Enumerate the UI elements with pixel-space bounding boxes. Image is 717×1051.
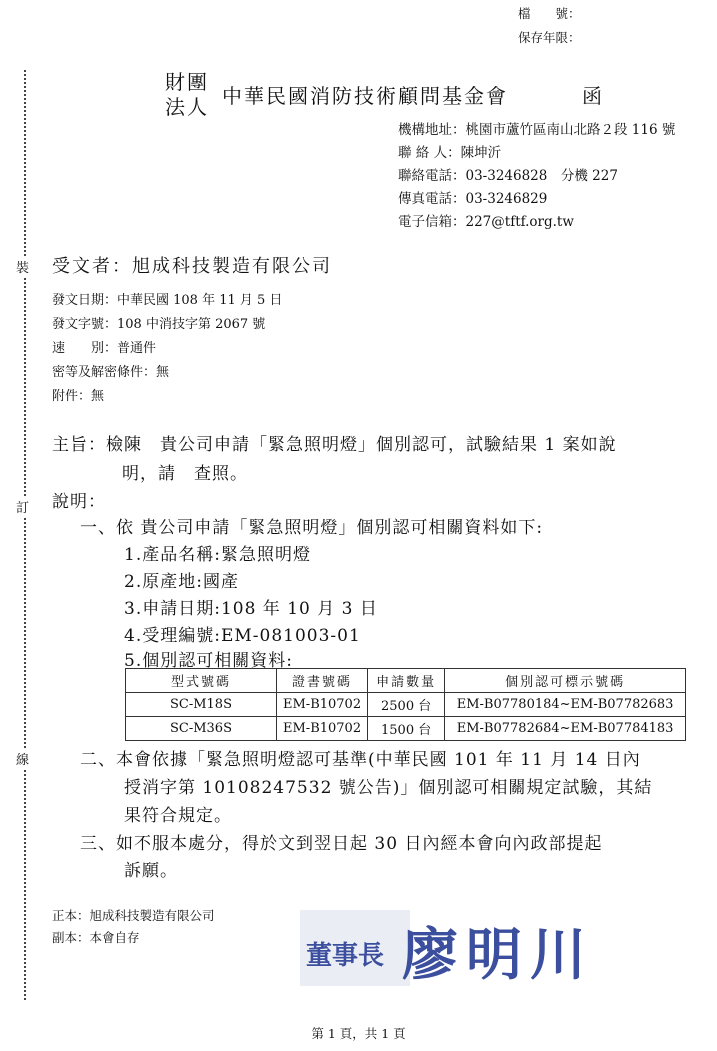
cell-model: SC-M18S	[126, 693, 277, 717]
subject-line-2: 明，請 查照。	[122, 464, 248, 484]
binding-char-ding: 訂	[16, 496, 29, 517]
seal-graphic	[298, 908, 610, 988]
copy-duplicate: 副本：本會自存	[52, 930, 140, 945]
item1-line: 5.個別認可相關資料:	[124, 651, 293, 671]
seal-title: 董事長	[306, 941, 385, 971]
speed-class: 速 別：普通件	[52, 341, 157, 356]
item1-line: 4.受理編號:EM-081003-01	[124, 626, 361, 646]
doc-type: 函	[582, 84, 604, 108]
binding-char-zhuang: 裝	[16, 256, 29, 277]
cell-model: SC-M36S	[126, 717, 277, 741]
col-model: 型式號碼	[126, 669, 277, 693]
certification-table	[125, 668, 686, 741]
cell-cert: EM-B10702	[277, 693, 368, 717]
col-cert: 證書號碼	[277, 669, 368, 693]
seal-name: 廖明川	[402, 922, 594, 988]
item2-line-1: 二、本會依據「緊急照明燈認可基準(中華民國 101 年 11 月 14 日內	[80, 750, 641, 770]
cell-label-no: EM-B07780184~EM-B07782683	[445, 693, 686, 717]
item1-intro: 一、依 貴公司申請「緊急照明燈」個別認可相關資料如下:	[80, 518, 544, 538]
item1-line: 3.申請日期:108 年 10 月 3 日	[124, 599, 378, 619]
col-label-no: 個別認可標示號碼	[445, 669, 686, 693]
cell-label-no: EM-B07782684~EM-B07784183	[445, 717, 686, 741]
contact-person: 聯 絡 人：陳坤沂	[398, 145, 502, 161]
cell-qty: 2500 台	[368, 693, 445, 717]
copy-original: 正本：旭成科技製造有限公司	[52, 908, 215, 923]
table-header-row	[126, 669, 686, 693]
item1-line: 2.原產地:國產	[124, 572, 239, 592]
table-row	[126, 717, 686, 741]
cell-cert: EM-B10702	[277, 717, 368, 741]
contact-email: 電子信箱：227@tftf.org.tw	[398, 214, 574, 230]
contact-phone: 聯絡電話：03-3246828 分機 227	[398, 168, 618, 184]
subject-line-1: 主旨：檢陳 貴公司申請「緊急照明燈」個別認可，試驗結果 1 案如說	[52, 435, 617, 455]
recipient: 受文者：旭成科技製造有限公司	[52, 256, 332, 277]
item2-line-3: 果符合規定。	[124, 806, 232, 826]
explanation-label: 說明：	[52, 492, 106, 512]
file-number-label: 檔 號：	[518, 6, 581, 21]
page-footer: 第 1 頁，共 1 頁	[311, 1026, 406, 1041]
chairman-seal	[298, 908, 610, 988]
col-qty: 申請數量	[368, 669, 445, 693]
cell-qty: 1500 台	[368, 717, 445, 741]
org-small-2: 法人	[165, 95, 209, 119]
attachments: 附件：無	[52, 389, 105, 404]
contact-fax: 傳真電話：03-3246829	[398, 191, 548, 207]
table-row	[126, 693, 686, 717]
item3-line-2: 訴願。	[124, 861, 178, 881]
contact-address: 機構地址：桃園市蘆竹區南山北路２段 116 號	[398, 122, 676, 138]
item3-line-1: 三、如不服本處分，得於文到翌日起 30 日內經本會向內政部提起	[80, 834, 603, 854]
issue-date: 發文日期：中華民國 108 年 11 月 5 日	[52, 293, 283, 308]
retention-label: 保存年限：	[518, 30, 581, 45]
item1-line: 1.產品名稱:緊急照明燈	[124, 545, 311, 565]
issue-number: 發文字號：108 中消技字第 2067 號	[52, 317, 266, 332]
security-level: 密等及解密條件：無	[52, 365, 170, 380]
binding-dotted-line	[24, 70, 26, 1000]
item2-line-2: 授消字第 10108247532 號公告)」個別認可相關規定試驗，其結	[124, 778, 653, 798]
org-small-1: 財團	[165, 70, 209, 94]
org-name: 中華民國消防技術顧問基金會	[222, 84, 508, 108]
binding-char-xian: 線	[16, 748, 29, 769]
